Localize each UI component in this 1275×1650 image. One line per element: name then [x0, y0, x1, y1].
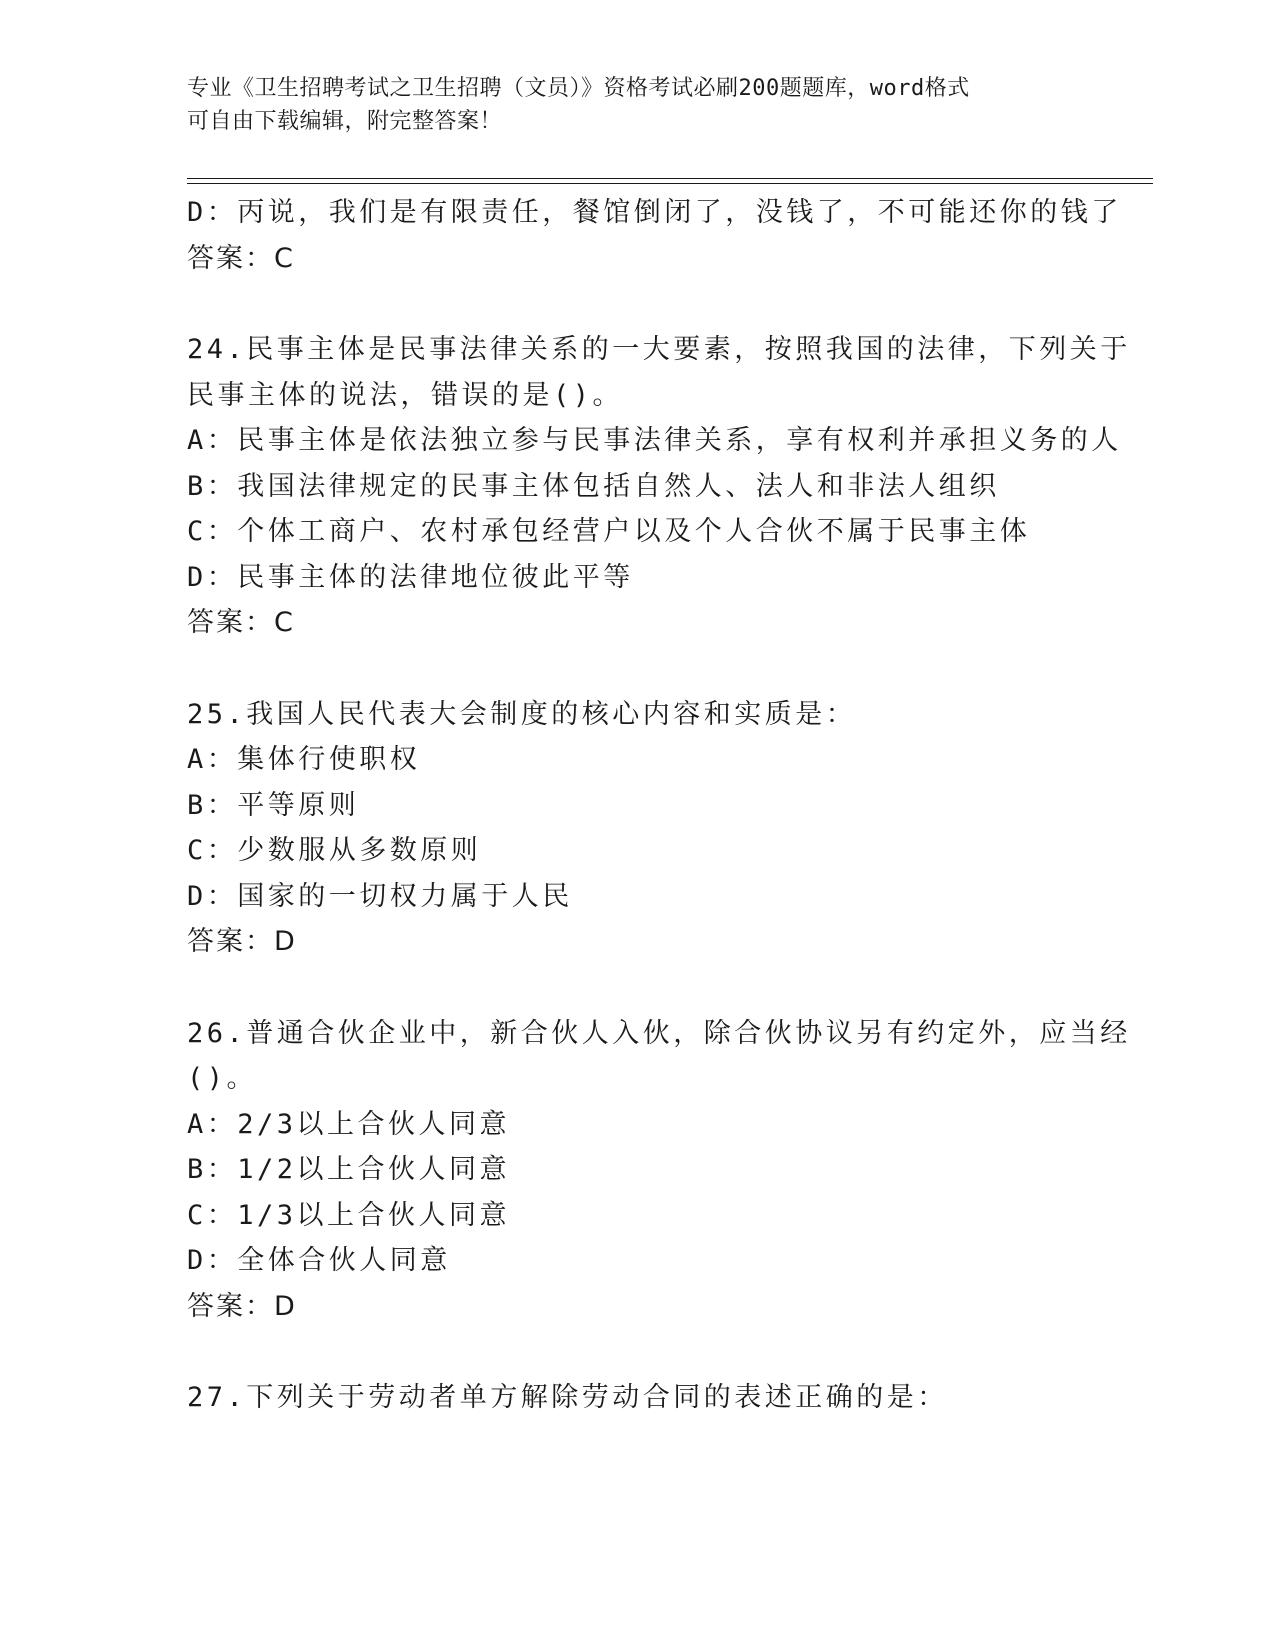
header-divider-bottom — [187, 183, 1153, 184]
option-b: B：1/2以上合伙人同意 — [187, 1154, 511, 1185]
answer-line: 答案：D — [187, 926, 297, 957]
spacer — [187, 646, 1087, 692]
option-a: A：2/3以上合伙人同意 — [187, 1108, 511, 1140]
question-23-tail — [187, 190, 1122, 281]
spacer — [187, 1329, 1087, 1375]
question-stem: 26.普通合伙企业中，新合伙人入伙，除合伙协议另有约定外，应当经 — [187, 1017, 1131, 1049]
option-d: D：丙说，我们是有限责任，餐馆倒闭了，没钱了，不可能还你的钱了 — [187, 197, 1122, 228]
answer-line: 答案：D — [187, 1290, 297, 1322]
question-stem: 24.民事主体是民事法律关系的一大要素，按照我国的法律，下列关于 — [187, 334, 1131, 365]
header-title-line-2: 可自由下载编辑，附完整答案！ — [187, 109, 503, 134]
header-title-line-1: 专业《卫生招聘考试之卫生招聘（文员）》资格考试必刷200题题库，word格式 — [187, 76, 970, 101]
question-stem-continued: 民事主体的说法，错误的是()。 — [187, 379, 624, 411]
option-c: C：个体工商户、农村承包经营户以及个人合伙不属于民事主体 — [187, 516, 1031, 547]
answer-line: 答案：C — [187, 607, 295, 638]
spacer — [187, 281, 1087, 327]
question-24 — [187, 327, 1131, 646]
question-stem: 25.我国人民代表大会制度的核心内容和实质是： — [187, 698, 857, 730]
option-a: A：集体行使职权 — [187, 744, 421, 775]
option-d: D：全体合伙人同意 — [187, 1245, 451, 1276]
option-a: A：民事主体是依法独立参与民事法律关系，享有权利并承担义务的人 — [187, 425, 1122, 456]
question-26 — [187, 1011, 1131, 1330]
spacer — [187, 965, 1087, 1011]
option-b: B：平等原则 — [187, 789, 360, 821]
option-d: D：国家的一切权力属于人民 — [187, 880, 573, 912]
option-b: B：我国法律规定的民事主体包括自然人、法人和非法人组织 — [187, 470, 1000, 502]
answer-line: 答案：C — [187, 242, 295, 274]
option-d: D：民事主体的法律地位彼此平等 — [187, 561, 634, 593]
question-27 — [187, 1375, 1087, 1421]
page-header — [187, 72, 1087, 138]
question-stem: 27.下列关于劳动者单方解除劳动合同的表述正确的是： — [187, 1382, 948, 1413]
header-divider-top — [187, 178, 1153, 179]
option-c: C：1/3以上合伙人同意 — [187, 1199, 511, 1231]
option-c: C：少数服从多数原则 — [187, 835, 482, 866]
question-25 — [187, 692, 1087, 965]
question-stem-continued: ()。 — [187, 1063, 258, 1094]
document-body — [187, 190, 1131, 1421]
